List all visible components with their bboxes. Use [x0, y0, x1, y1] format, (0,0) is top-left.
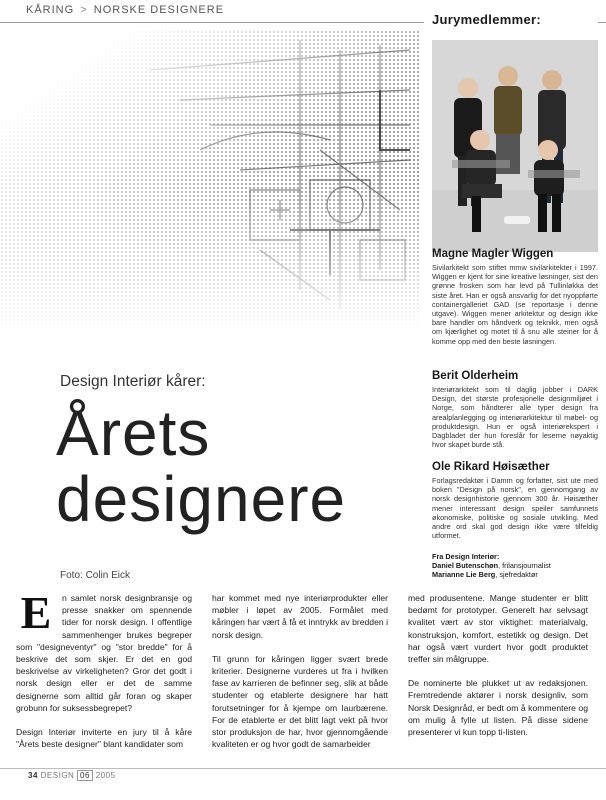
- issue-year: 2005: [95, 771, 116, 780]
- page-footer: [28, 771, 115, 780]
- headline-line: Årets: [56, 397, 211, 469]
- jury-member-bio: Interiørarkitekt som til daglig jobber i DARK Design, det største profesjonelle designmiljøet i Norge, som håndterer alle typer design fra arealplanlegging og interiørarkitektur til møbel- og produktdesign. Hun er også interiørekspert i Dagbladet der hun foreslår for leserne nøyaktig hvor skapet burde stå.: [432, 385, 598, 450]
- article-headline: [56, 397, 416, 535]
- hero-blueprint-image: [0, 30, 420, 330]
- jury-title: Jurymedlemmer:: [432, 12, 541, 27]
- article-paragraph: Design Interiør inviterte en jury til å kåre "Årets beste designer" blant kandidater som: [16, 727, 192, 750]
- editorial-credits: [432, 552, 598, 580]
- headline-line: designere: [56, 463, 347, 535]
- issue-number: 06: [77, 770, 93, 781]
- credit-line: [432, 561, 598, 570]
- article-column-1: [16, 587, 192, 762]
- breadcrumb-topic: NORSKE DESIGNERE: [93, 4, 225, 16]
- credit-role: , frilansjournalist: [498, 561, 551, 571]
- jury-member: [432, 370, 598, 449]
- article-paragraph: har kommet med nye interiørprodukter eller møbler i løpet av 2005. Formålet med kåringen har vært å få et inntrykk av bredden i norsk design.: [212, 593, 388, 640]
- magazine-name: DESIGN: [40, 771, 75, 780]
- credit-name: Daniel Butenschøn: [432, 561, 499, 571]
- breadcrumb: [26, 4, 224, 16]
- page-number: 34: [28, 771, 38, 780]
- article-kicker: Design Interiør kårer:: [60, 373, 206, 390]
- footer-rule: [0, 768, 606, 769]
- jury-member-bio: Sivilarkitekt som stiftet mmw sivilarkitekter i 1997. Wiggen er kjent for sine kreative løsninger, sist den grønne frosken som har levd på Tullinløkka det siste året. Han er også ansvarlig for det nyoppførte containergalleriet GAD (se reportasje i denne utgave). Wiggen mener arkitektur og design ikke bare handler om håndverk og teknikk, men også om kjærlighet og motet til å snu alle steiner for å komme opp med den beste løsningen.: [432, 263, 598, 346]
- credit-line: [432, 570, 598, 579]
- jury-member-name: Berit Olderheim: [432, 370, 519, 382]
- credit-name: Marianne Lie Berg: [432, 570, 496, 580]
- article-paragraph: Til grunn for kåringen ligger svært brede kriterier. Designerne vurderes ut fra i hvilken fase av karrieren de befinner seg, slik at både studenter og etablerte designere har hatt forutsetninger for å kjempe om laurbærene. For de etablerte er det blitt lagt vekt på hvor stor produksjon de har, hvor gjennomgående kvaliteten er og hvor godt de samarbeider: [212, 653, 388, 750]
- drop-cap: E: [20, 587, 52, 638]
- article-paragraph: De nominerte ble plukket ut av redaksjonen. Fremtredende aktører i norsk designliv, som Norsk Designråd, er bedt om å kommentere og om mulig å fylle ut listen. På disse sidene presenterer vi kun topp ti-listen.: [408, 678, 588, 738]
- jury-group-photo: [432, 40, 598, 252]
- jury-member: [432, 248, 598, 346]
- jury-member-name: Magne Magler Wiggen: [432, 248, 554, 260]
- jury-member: [432, 461, 598, 540]
- article-column-3: [408, 592, 588, 750]
- credit-role: , sjefredaktør: [495, 570, 538, 580]
- jury-member-bio: Forlagsredaktør i Damm og forfatter, sist ute med boken "Design på norsk", en gjennomgang av norsk designhistorie gjennom 300 år. Høisæther mener interessant design speiler samfunnets økonomiske, politiske og sosiale utvikling. Med andre ord skal god design ikke være tilfeldig utformet.: [432, 476, 598, 541]
- article-column-2: [212, 592, 388, 762]
- article-paragraph: med produsentene. Mange studenter er blitt bedømt for prototyper. Generelt har selvsagt kvalitet vært av stor viktighet: materialvalg, konstruksjon, komfort, estetikk og design. Det har også vært vurdert hvor godt produktet treffer sin målgruppe.: [408, 593, 588, 665]
- credits-heading: Fra Design Interiør:: [432, 552, 500, 561]
- breadcrumb-section: KÅRING: [26, 4, 75, 16]
- breadcrumb-separator: >: [80, 4, 88, 16]
- article-paragraph: [16, 587, 192, 714]
- paragraph-text: n samlet norsk designbransje og presse snakker om spennende tider for norsk design. I offentlige sammenhenger brukes begreper som "designeventyr" og "stor bredde" for å beskrive det som skjer. Er det en god beskrivelse av virkeligheten? Gror det godt i norsk design eller er det de samme designerne som alltid går foran og skaper grobunn for suksessbegrepet?: [16, 593, 192, 713]
- jury-member-name: Ole Rikard Høisæther: [432, 461, 550, 473]
- photo-credit: Foto: Colin Eick: [60, 570, 131, 581]
- jury-sidebar: [424, 12, 598, 592]
